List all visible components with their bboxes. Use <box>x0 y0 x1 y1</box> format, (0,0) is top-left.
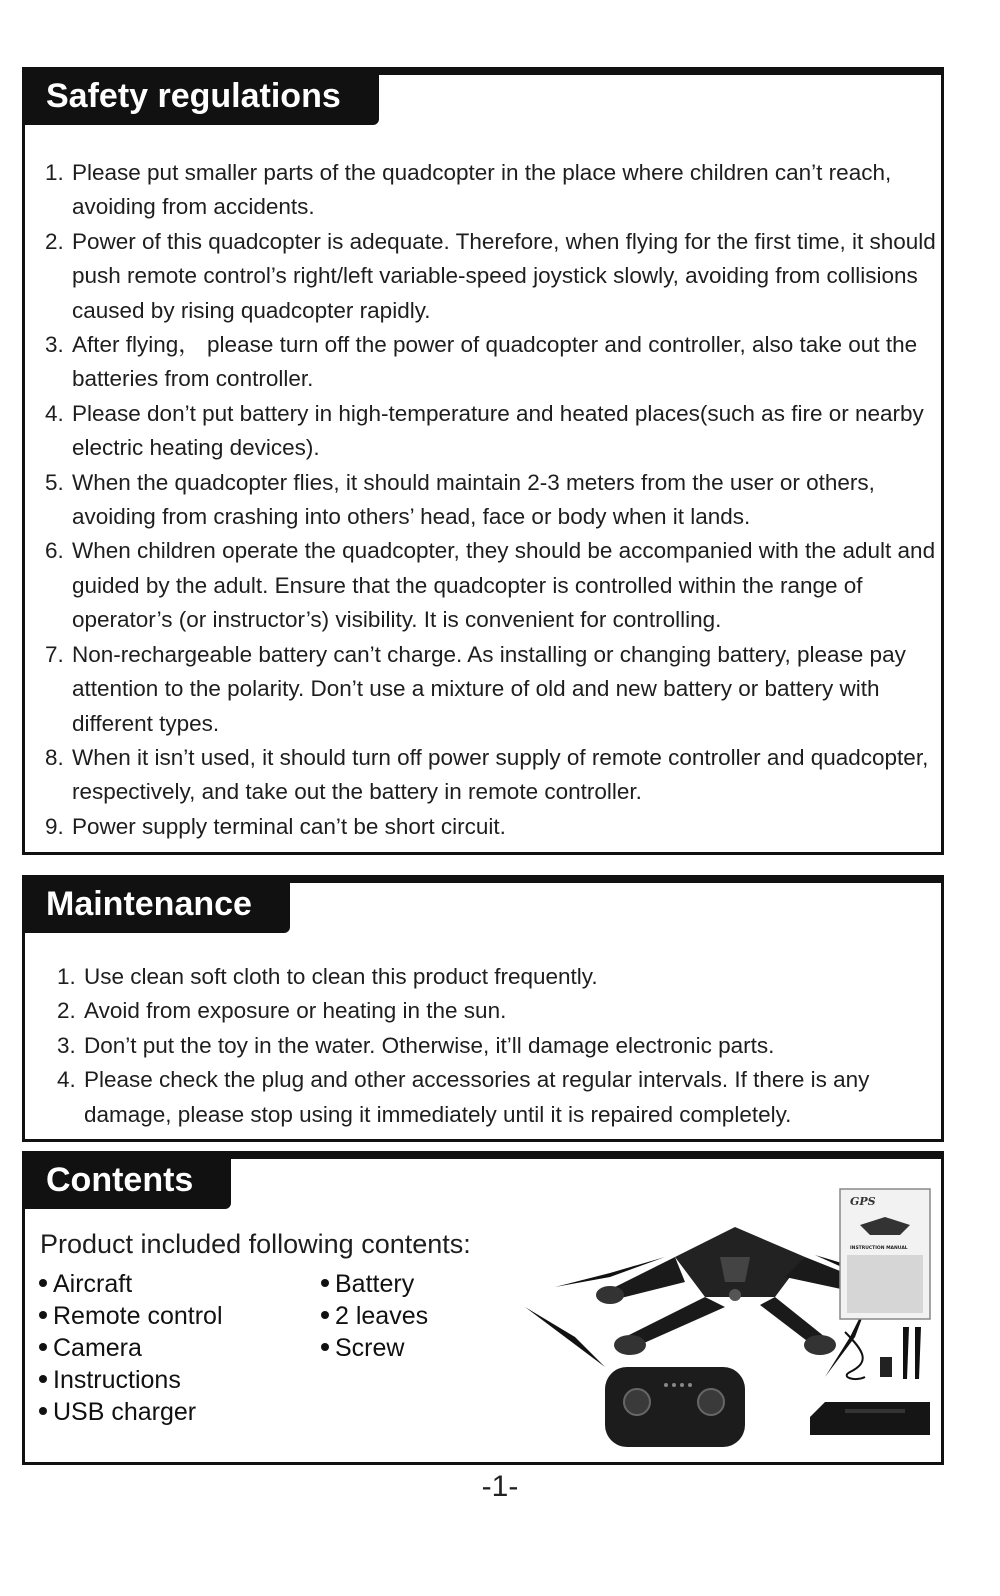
item-text: 2 leaves <box>335 1302 429 1330</box>
manual-heading: INSTRUCTION MANUAL <box>850 1246 908 1251</box>
list-item <box>45 328 950 397</box>
item-number: 9. <box>45 813 64 839</box>
item-text: When it isn’t used, it should turn off power supply of remote controller and quadcopter, respectively, and take out the battery in remote controller. <box>72 744 929 805</box>
item-text: Please put smaller parts of the quadcopter in the place where children can’t reach, avoiding from accidents. <box>72 160 892 220</box>
item-text: Please don’t put battery in high-temperature and heated places(such as fire or nearby electric heating devices). <box>72 400 924 461</box>
item-text: USB charger <box>53 1398 197 1426</box>
item-text: After flying， please turn off the power of quadcopter and controller, also take out the batteries from controller. <box>72 332 918 392</box>
instruction-manual-icon <box>840 1189 930 1319</box>
list-item <box>39 1300 223 1332</box>
item-text: Don’t put the toy in the water. Otherwise, it’ll damage electronic parts. <box>84 1032 775 1058</box>
item-number: 4. <box>57 1067 76 1093</box>
item-number: 3. <box>57 1032 76 1058</box>
list-item <box>45 810 950 844</box>
list-item <box>321 1268 428 1300</box>
propeller-leaves-icon <box>903 1327 921 1379</box>
item-number: 5. <box>45 469 64 495</box>
list-item <box>45 534 950 637</box>
bullet-icon <box>321 1343 329 1351</box>
list-item <box>39 1364 223 1396</box>
item-text: When the quadcopter flies, it should maintain 2-3 meters from the user or others, avoiding from crashing into others’ head, face or body when it lands. <box>72 469 875 530</box>
item-text: Please check the plug and other accessories at regular intervals. If there is any damage, please stop using it immediately until it is repaired completely. <box>84 1067 870 1127</box>
item-number: 8. <box>45 744 64 770</box>
list-item <box>39 1332 223 1364</box>
item-text: Aircraft <box>53 1270 133 1298</box>
list-item <box>39 1268 223 1300</box>
item-text: Screw <box>335 1334 405 1362</box>
maintenance-list <box>57 960 937 1132</box>
bullet-icon <box>39 1375 47 1383</box>
contents-intro: Product included following contents: <box>40 1229 471 1259</box>
item-text: Power of this quadcopter is adequate. Therefore, when flying for the first time, it should push remote control’s right/left variable-speed joystick slowly, avoiding from collisions caused by rising quadcopter rapidly. <box>72 228 936 323</box>
manual-brand: GPS <box>850 1195 876 1208</box>
bullet-icon <box>39 1311 47 1319</box>
contents-list-left <box>39 1268 223 1428</box>
battery-icon <box>810 1402 930 1435</box>
list-item <box>57 994 937 1028</box>
item-number: 2. <box>45 228 64 254</box>
remote-control-icon <box>605 1367 745 1447</box>
bullet-icon <box>321 1311 329 1319</box>
list-item <box>45 225 950 328</box>
contents-title: Contents <box>22 1151 231 1209</box>
list-item <box>321 1300 428 1332</box>
list-item <box>57 1063 937 1132</box>
page-number: -1- <box>481 1470 519 1503</box>
list-item <box>39 1396 223 1428</box>
bullet-icon <box>321 1279 329 1287</box>
list-item <box>321 1332 428 1364</box>
item-text: Non-rechargeable battery can’t charge. As installing or changing battery, please pay attention to the polarity. Don’t use a mixture of old and new battery or battery with different types. <box>72 641 906 736</box>
safety-title: Safety regulations <box>22 67 379 125</box>
item-text: When children operate the quadcopter, they should be accompanied with the adult and guided by the adult. Ensure that the quadcopter is controlled within the range of operator’s (or instructor’s) visibility. It is convenient for controlling. <box>72 538 936 633</box>
maintenance-title: Maintenance <box>22 875 290 933</box>
contents-list-right <box>321 1268 428 1364</box>
item-text: Battery <box>335 1270 415 1298</box>
list-item <box>45 397 950 466</box>
list-item <box>45 156 950 225</box>
item-number: 4. <box>45 400 64 426</box>
list-item <box>45 638 950 741</box>
list-item <box>45 466 950 535</box>
item-number: 2. <box>57 998 76 1024</box>
list-item <box>57 1029 937 1063</box>
item-text: Power supply terminal can’t be short circuit. <box>72 813 506 839</box>
product-contents-illustration <box>525 1187 940 1462</box>
bullet-icon <box>39 1279 47 1287</box>
item-text: Instructions <box>53 1366 181 1394</box>
item-text: Remote control <box>53 1302 223 1330</box>
item-number: 7. <box>45 641 64 667</box>
safety-section <box>22 67 944 855</box>
maintenance-section <box>22 875 944 1142</box>
item-number: 3. <box>45 332 64 358</box>
safety-list <box>45 156 950 844</box>
item-text: Avoid from exposure or heating in the sun. <box>84 998 507 1024</box>
contents-section <box>22 1151 944 1465</box>
item-text: Camera <box>53 1334 142 1362</box>
bullet-icon <box>39 1407 47 1415</box>
item-number: 1. <box>57 964 76 989</box>
item-text: Use clean soft cloth to clean this product frequently. <box>84 964 598 989</box>
list-item <box>57 960 937 994</box>
item-number: 1. <box>45 160 64 185</box>
item-number: 6. <box>45 538 64 564</box>
list-item <box>45 741 950 810</box>
bullet-icon <box>39 1343 47 1351</box>
usb-charger-icon <box>845 1332 892 1379</box>
